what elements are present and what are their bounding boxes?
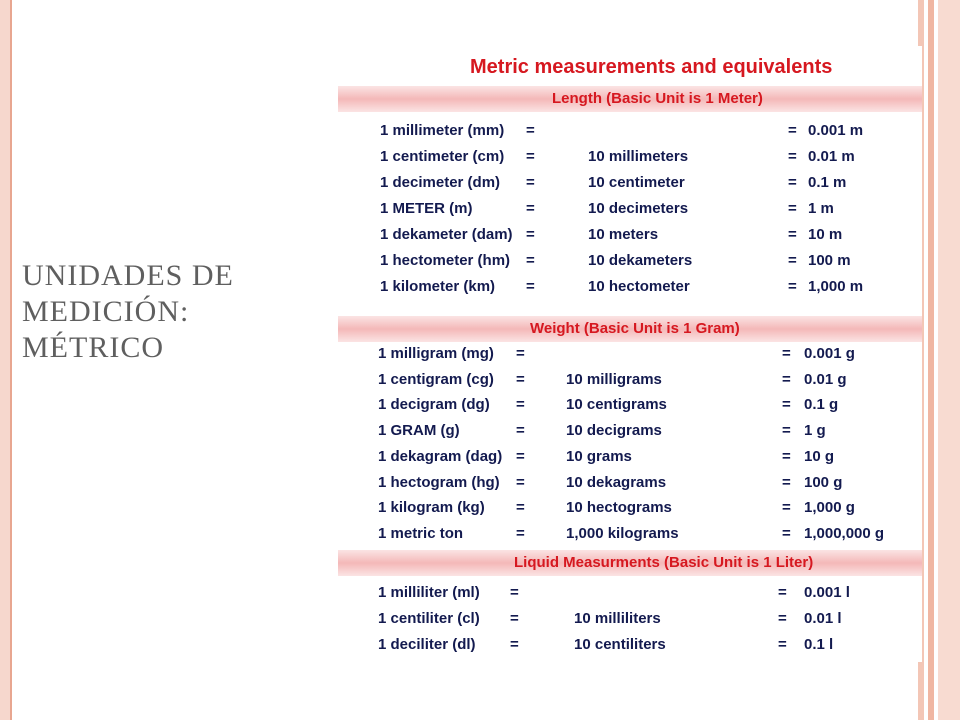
slide-title bbox=[22, 258, 322, 366]
equals-cell: = bbox=[778, 636, 787, 653]
equals-cell: = bbox=[788, 252, 797, 269]
value-cell: 0.001 l bbox=[804, 584, 850, 601]
table-row bbox=[338, 419, 922, 445]
table-row bbox=[338, 197, 922, 223]
equals-cell: = bbox=[782, 345, 791, 362]
unit-cell: 1 dekameter (dam) bbox=[380, 226, 513, 243]
equals-cell: = bbox=[526, 148, 535, 165]
table-row bbox=[338, 496, 922, 522]
table-row bbox=[338, 119, 922, 145]
unit-cell: 1 milliliter (ml) bbox=[378, 584, 480, 601]
equivalent-cell: 10 decimeters bbox=[588, 200, 689, 217]
table-row bbox=[338, 368, 922, 394]
unit-cell: 1 milligram (mg) bbox=[378, 345, 494, 362]
table-title: Metric measurements and equivalents bbox=[470, 56, 833, 78]
unit-cell: 1 METER (m) bbox=[380, 200, 473, 217]
unit-cell: 1 metric ton bbox=[378, 524, 464, 542]
unit-cell: 1 kilometer (km) bbox=[380, 278, 496, 295]
equals-cell: = bbox=[526, 200, 535, 217]
table-row bbox=[338, 607, 922, 633]
equals-cell: = bbox=[516, 370, 525, 388]
equivalent-cell: 10 dekagrams bbox=[566, 473, 667, 491]
equals-cell: = bbox=[788, 278, 797, 295]
value-cell: 100 m bbox=[808, 252, 851, 269]
unit-cell: 1 GRAM (g) bbox=[378, 422, 460, 440]
value-cell: 1,000 g bbox=[804, 499, 855, 517]
value-cell: 0.1 g bbox=[804, 396, 839, 414]
value-cell: 1 m bbox=[808, 200, 834, 217]
equals-cell: = bbox=[778, 584, 787, 601]
metric-table-image bbox=[338, 46, 922, 662]
table-row bbox=[338, 581, 922, 607]
unit-cell: 1 centiliter (cl) bbox=[378, 610, 480, 627]
unit-cell: 1 centigram (cg) bbox=[378, 370, 494, 388]
section-header-band bbox=[338, 86, 922, 112]
slide-title-line: UNIDADES DE bbox=[22, 259, 234, 292]
table-row bbox=[338, 249, 922, 275]
equivalent-cell: 10 dekameters bbox=[588, 252, 693, 269]
value-cell: 0.001 g bbox=[804, 345, 855, 362]
equivalent-cell: 10 hectometer bbox=[588, 278, 690, 295]
equals-cell: = bbox=[788, 200, 797, 217]
equals-cell: = bbox=[788, 122, 797, 139]
equals-cell: = bbox=[516, 396, 525, 414]
equals-cell: = bbox=[782, 447, 791, 465]
table-row bbox=[338, 471, 922, 497]
unit-cell: 1 deciliter (dl) bbox=[378, 636, 476, 653]
table-row bbox=[338, 275, 922, 301]
value-cell: 10 m bbox=[808, 226, 843, 243]
equivalent-cell: 10 centiliters bbox=[574, 636, 666, 653]
equals-cell: = bbox=[788, 174, 797, 191]
equivalent-cell: 10 centimeter bbox=[588, 174, 685, 191]
value-cell: 0.01 m bbox=[808, 148, 855, 165]
unit-cell: 1 millimeter (mm) bbox=[380, 122, 505, 139]
equals-cell: = bbox=[516, 447, 525, 465]
slide-title-line: MÉTRICO bbox=[22, 331, 164, 364]
table-row bbox=[338, 223, 922, 249]
equals-cell: = bbox=[782, 422, 791, 440]
equals-cell: = bbox=[516, 345, 525, 362]
value-cell: 0.1 m bbox=[808, 174, 847, 191]
equivalent-cell: 10 centigrams bbox=[566, 396, 667, 414]
equivalent-cell: 10 milligrams bbox=[566, 370, 662, 388]
equals-cell: = bbox=[516, 524, 525, 542]
equals-cell: = bbox=[516, 422, 525, 440]
value-cell: 1 g bbox=[804, 422, 826, 440]
equals-cell: = bbox=[778, 610, 787, 627]
value-cell: 1,000,000 g bbox=[804, 524, 885, 542]
equals-cell: = bbox=[510, 584, 519, 601]
equals-cell: = bbox=[788, 226, 797, 243]
equals-cell: = bbox=[782, 524, 791, 542]
equivalent-cell: 10 grams bbox=[566, 447, 632, 465]
equals-cell: = bbox=[510, 610, 519, 627]
table-row bbox=[338, 171, 922, 197]
equals-cell: = bbox=[526, 278, 535, 295]
unit-cell: 1 hectogram (hg) bbox=[378, 473, 500, 491]
equivalent-cell: 10 millimeters bbox=[588, 148, 689, 165]
section-header-band bbox=[338, 550, 922, 576]
left-decorative-border bbox=[0, 0, 12, 720]
equals-cell: = bbox=[526, 226, 535, 243]
border-strip bbox=[928, 0, 934, 720]
value-cell: 0.001 m bbox=[808, 122, 864, 139]
section-header: Length (Basic Unit is 1 Meter) bbox=[552, 90, 763, 107]
value-cell: 0.01 l bbox=[804, 610, 842, 627]
equivalent-cell: 1,000 kilograms bbox=[566, 524, 679, 542]
equals-cell: = bbox=[782, 499, 791, 517]
value-cell: 0.01 g bbox=[804, 370, 847, 388]
unit-cell: 1 hectometer (hm) bbox=[380, 252, 511, 269]
equals-cell: = bbox=[516, 473, 525, 491]
unit-cell: 1 decimeter (dm) bbox=[380, 174, 501, 191]
table-row bbox=[338, 445, 922, 471]
value-cell: 1,000 m bbox=[808, 278, 864, 295]
right-decorative-border bbox=[918, 0, 960, 720]
equivalent-cell: 10 milliliters bbox=[574, 610, 661, 627]
border-strip bbox=[938, 0, 960, 720]
equals-cell: = bbox=[516, 499, 525, 517]
value-cell: 0.1 l bbox=[804, 636, 834, 653]
equals-cell: = bbox=[782, 396, 791, 414]
equals-cell: = bbox=[526, 252, 535, 269]
equals-cell: = bbox=[782, 370, 791, 388]
section-header: Weight (Basic Unit is 1 Gram) bbox=[530, 320, 740, 337]
equals-cell: = bbox=[526, 122, 535, 139]
unit-cell: 1 centimeter (cm) bbox=[380, 148, 505, 165]
section-header: Liquid Measurments (Basic Unit is 1 Liter) bbox=[514, 554, 814, 571]
slide-title-line: MEDICIÓN: bbox=[22, 295, 190, 328]
section-header-band bbox=[338, 316, 922, 342]
equivalent-cell: 10 meters bbox=[588, 226, 659, 243]
equals-cell: = bbox=[788, 148, 797, 165]
table-row bbox=[338, 145, 922, 171]
table-row bbox=[338, 633, 922, 659]
value-cell: 10 g bbox=[804, 447, 835, 465]
equals-cell: = bbox=[510, 636, 519, 653]
unit-cell: 1 dekagram (dag) bbox=[378, 447, 503, 465]
table-row bbox=[338, 393, 922, 419]
equivalent-cell: 10 decigrams bbox=[566, 422, 662, 440]
equals-cell: = bbox=[526, 174, 535, 191]
equivalent-cell: 10 hectograms bbox=[566, 499, 672, 517]
table-row bbox=[338, 342, 922, 368]
equals-cell: = bbox=[782, 473, 791, 491]
unit-cell: 1 kilogram (kg) bbox=[378, 499, 485, 517]
value-cell: 100 g bbox=[804, 473, 843, 491]
table-row bbox=[338, 522, 922, 548]
unit-cell: 1 decigram (dg) bbox=[378, 396, 490, 414]
